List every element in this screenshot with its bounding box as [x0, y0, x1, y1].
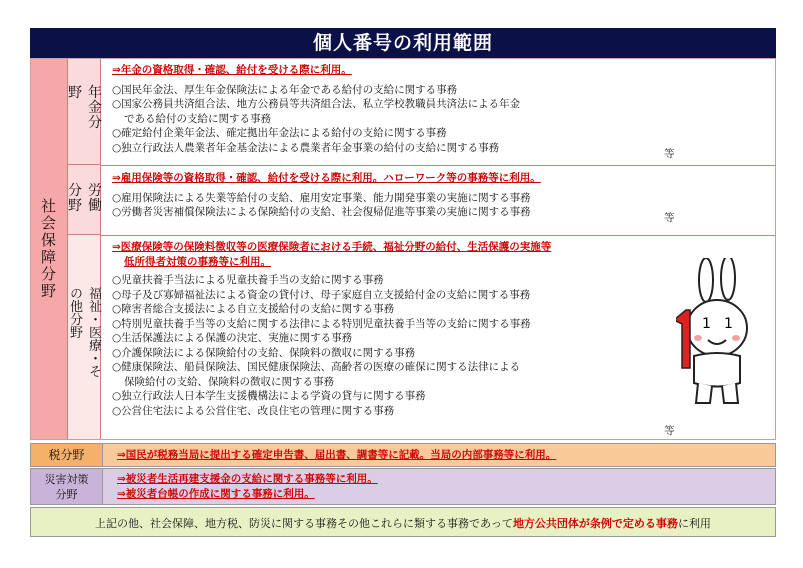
divider [101, 235, 776, 236]
pension-etc: 等 [664, 148, 675, 160]
other-row [30, 507, 776, 537]
svg-text:1: 1 [724, 316, 733, 332]
welfare-etc: 等 [664, 425, 675, 437]
list-item: ○独立行政法人日本学生支援機構法による学資の貸与に関する事務 [112, 390, 426, 402]
mascot-rabbit-icon [676, 258, 758, 408]
other-text [31, 515, 775, 531]
list-item: ○確定給付企業年金法、確定拠出年金法による給付の支給に関する事務 [112, 127, 447, 139]
list-item: ○労働者災害補償保険法による保険給付の支給、社会復帰促進等事業の実施に関する事務 [112, 206, 531, 218]
social-security-label: 社会保障分野 [39, 198, 57, 300]
welfare-headline: ⇒医療保険等の保険料徴収等の医療保険者における手続、福祉分野の給付、生活保護の実施等 [112, 241, 552, 253]
list-item: ○障害者総合支援法による自立支援給付の支給に関する事務 [112, 303, 395, 315]
labor-section [112, 171, 541, 220]
pension-headline: ⇒年金の資格取得・確認、給付を受ける際に利用。 [112, 64, 352, 76]
other-text-2: に利用 [677, 517, 711, 530]
list-item: ○児童扶養手当法による児童扶養手当の支給に関する事務 [112, 274, 384, 286]
disaster-row [30, 468, 776, 505]
divider [101, 165, 776, 166]
welfare-label: 福祉・医療・その他分野 [67, 286, 101, 378]
page-title: 個人番号の利用範囲 [30, 28, 776, 58]
labor-label: 労働分野 [66, 182, 102, 213]
labor-headline: ⇒雇用保険等の資格取得・確認、給付を受ける際に利用。ハローワーク等の事務等に利用。 [112, 172, 541, 184]
tax-text: ⇒国民が税務当局に提出する確定申告書、届出書、調書等に記載。当局の内部事務等に利用。 [117, 449, 557, 461]
pension-label: 年金分野 [66, 84, 102, 130]
list-item: ○公営住宅法による公営住宅、改良住宅の管理に関する事務 [112, 404, 395, 417]
list-item: ○特別児童扶養手当等の支給に関する法律による特別児童扶養手当等の支給に関する事務 [112, 317, 531, 330]
labor-etc: 等 [664, 212, 675, 224]
disaster-line-1: ⇒被災者生活再建支援金の支給に関する事務等に利用。 [117, 473, 378, 485]
disaster-line-2: ⇒被災者台帳の作成に関する事務に利用。 [117, 488, 315, 500]
list-item: ○生活保護法による保護の決定、実施に関する事務 [112, 332, 353, 344]
list-item: ○介護保険法による保険給付の支給、保険料の徴収に関する事務 [112, 346, 416, 359]
list-item: ○健康保険法、船員保険法、国民健康保険法、高齢者の医療の確保に関する法律による [112, 361, 521, 373]
svg-text:1: 1 [702, 316, 711, 332]
tax-label: 税分野 [31, 444, 103, 466]
list-item: ○雇用保険法による失業等給付の支給、雇用安定事業、能力開発事業の実施に関する事務 [112, 191, 531, 204]
disaster-label: 災害対策分野 [31, 469, 103, 504]
other-highlight: 地方公共団体が条例で定める事務 [512, 517, 678, 530]
pension-section [112, 63, 520, 155]
list-item: ○国家公務員共済組合法、地方公務員等共済組合法、私立学校教職員共済法による年金 [112, 98, 521, 110]
list-item: ○母子及び寡婦福祉法による資金の貸付け、母子家庭自立支援給付金の支給に関する事務 [112, 288, 531, 301]
list-item: である給付の支給に関する事務 [124, 112, 271, 125]
tax-row [30, 443, 776, 467]
welfare-section [112, 240, 551, 418]
list-item: ○国民年金法、厚生年金保険法による年金である給付の支給に関する事務 [112, 83, 458, 96]
list-item: 保険給付の支給、保険料の徴収に関する事務 [124, 375, 334, 388]
welfare-headline-cont: 低所得者対策の事務等に利用。 [124, 255, 271, 268]
other-text-1: 上記の他、社会保障、地方税、防災に関する事務その他これらに類する事務であって [95, 517, 513, 530]
list-item: ○独立行政法人農業者年金基金法による農業者年金事業の給付の支給に関する事務 [112, 141, 500, 154]
